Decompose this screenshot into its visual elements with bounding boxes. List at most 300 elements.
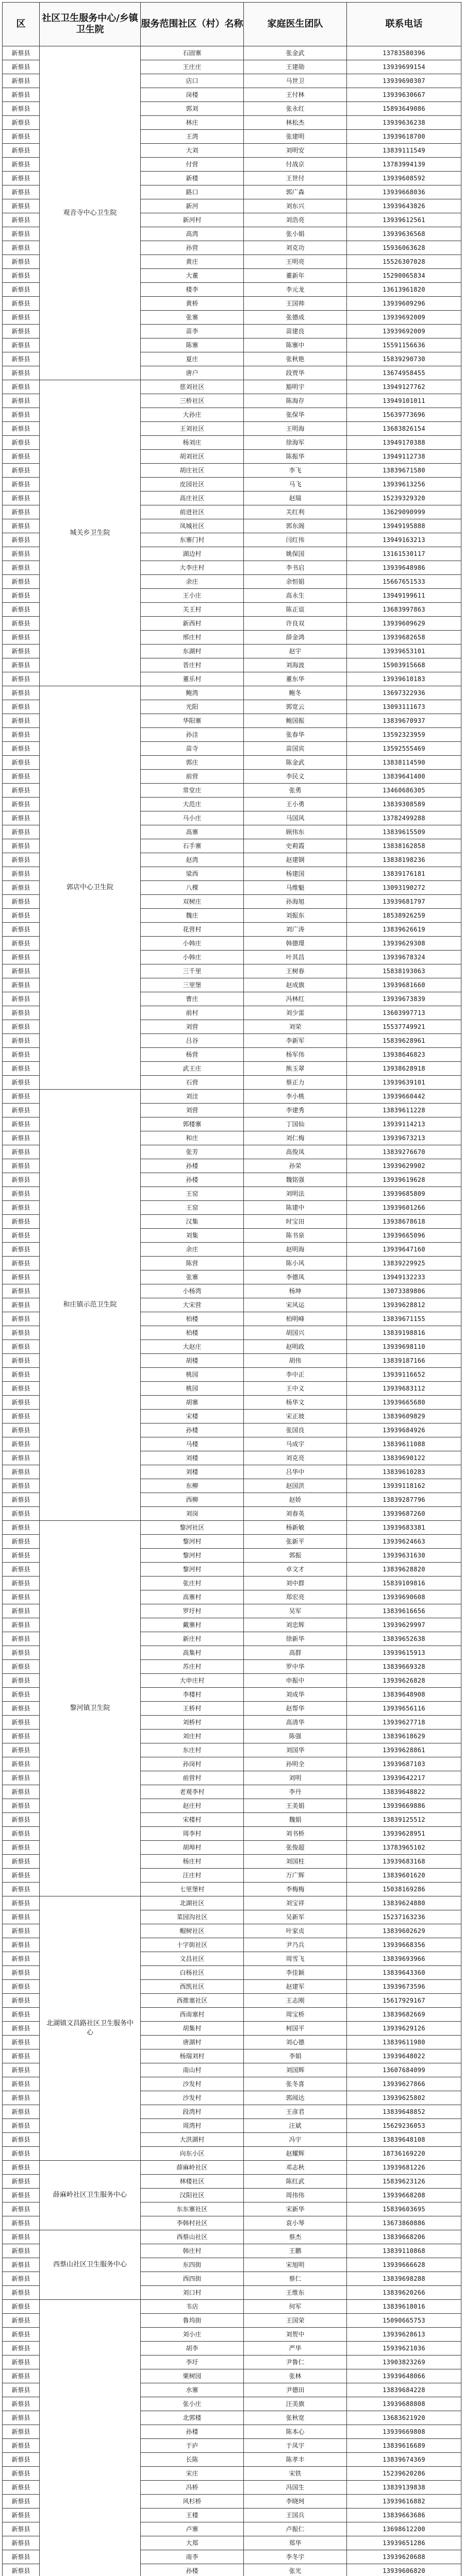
village-cell: 王桥村 (141, 1702, 244, 1716)
village-cell: 苗李 (141, 325, 244, 338)
region-cell: 新蔡县 (3, 2230, 40, 2244)
phone-cell: 13839648908 (347, 1688, 461, 1702)
phone-cell: 13592555469 (347, 742, 461, 756)
phone-cell: 15838193063 (347, 964, 461, 978)
doctor-cell: 魏铭强 (244, 1173, 347, 1187)
phone-cell: 13783994139 (347, 158, 461, 172)
phone-cell: 13613961820 (347, 283, 461, 297)
doctor-cell: 汪美旗 (244, 2397, 347, 2411)
village-cell: 大孙庄 (141, 408, 244, 422)
doctor-cell: 豁明宇 (244, 380, 347, 394)
region-cell: 新蔡县 (3, 366, 40, 380)
village-cell: 黎河社区 (141, 1521, 244, 1535)
village-cell: 郭庄 (141, 756, 244, 770)
region-cell: 新蔡县 (3, 1479, 40, 1493)
doctor-cell: 张德成 (244, 311, 347, 325)
village-cell: 西南塞村 (141, 2008, 244, 2022)
phone-cell: 13939118162 (347, 1479, 461, 1493)
village-cell: 张寨 (141, 311, 244, 325)
doctor-cell: 邓志秋 (244, 2161, 347, 2175)
phone-cell: 15591156636 (347, 338, 461, 352)
region-cell: 新蔡县 (3, 1938, 40, 1952)
village-cell: 王刘社区 (141, 422, 244, 436)
doctor-cell: 刘春英 (244, 1507, 347, 1521)
doctor-cell: 郑宏亮 (244, 1590, 347, 1604)
doctor-cell: 刘振东 (244, 909, 347, 923)
village-cell: 东柳 (141, 1479, 244, 1493)
region-cell: 新蔡县 (3, 2495, 40, 2509)
village-cell: 王窑 (141, 1201, 244, 1215)
village-cell: 刘洼 (141, 1090, 244, 1104)
village-cell: 东庄村 (141, 1743, 244, 1757)
phone-cell: 13673860886 (347, 2216, 461, 2230)
region-cell: 新蔡县 (3, 1827, 40, 1841)
phone-cell: 15839623126 (347, 2175, 461, 2189)
phone-cell: 13939668036 (347, 185, 461, 199)
village-cell: 周湾村 (141, 2119, 244, 2133)
phone-cell: 13939629126 (347, 2022, 461, 2036)
village-cell: 西柳 (141, 1493, 244, 1507)
region-cell: 新蔡县 (3, 1688, 40, 1702)
region-cell: 新蔡县 (3, 1924, 40, 1938)
phone-cell: 13939668208 (347, 2189, 461, 2202)
phone-cell: 13939682658 (347, 631, 461, 645)
village-cell: 大宋营 (141, 1298, 244, 1312)
doctor-cell: 陈正谊 (244, 603, 347, 617)
doctor-cell: 王国兵 (244, 2509, 347, 2522)
region-cell: 新蔡县 (3, 2314, 40, 2328)
region-cell: 新蔡县 (3, 923, 40, 937)
village-cell: 高寨 (141, 825, 244, 839)
doctor-cell: 马国风 (244, 811, 347, 825)
doctor-cell: 赵耀辉 (244, 2147, 347, 2161)
village-cell: 胡寨 (141, 1396, 244, 1410)
region-cell: 新蔡县 (3, 297, 40, 311)
phone-cell: 13838162858 (347, 839, 461, 853)
phone-cell: 13839198816 (347, 1326, 461, 1340)
region-cell: 新蔡县 (3, 1646, 40, 1660)
phone-cell: 15639773696 (347, 408, 461, 422)
phone-cell: 13939631630 (347, 1549, 461, 1563)
phone-cell: 13949132233 (347, 1270, 461, 1284)
phone-cell: 13939688808 (347, 2397, 461, 2411)
region-cell: 新蔡县 (3, 2467, 40, 2481)
village-cell: 魏庄 (141, 909, 244, 923)
region-cell: 新蔡县 (3, 742, 40, 756)
village-cell: 王庄庄 (141, 60, 244, 74)
phone-cell: 13839663686 (347, 2509, 461, 2522)
phone-cell: 15939621036 (347, 2342, 461, 2355)
region-cell: 新蔡县 (3, 1034, 40, 1048)
region-cell: 新蔡县 (3, 1549, 40, 1563)
region-cell: 新蔡县 (3, 227, 40, 241)
doctor-cell: 刘心德 (244, 2036, 347, 2049)
doctor-cell: 严华 (244, 2342, 347, 2355)
village-cell: 晋庄村 (141, 658, 244, 672)
village-cell: 孙楼 (141, 1173, 244, 1187)
doctor-cell: 林松杰 (244, 116, 347, 130)
doctor-cell: 王国帅 (244, 297, 347, 311)
doctor-cell: 刘荣 (244, 1020, 347, 1034)
doctor-cell: 王国荣 (244, 2314, 347, 2328)
region-cell: 新蔡县 (3, 199, 40, 213)
doctor-cell: 闫红伟 (244, 533, 347, 547)
phone-cell: 13839110868 (347, 2244, 461, 2258)
village-cell: 吕谷 (141, 1034, 244, 1048)
phone-cell: 13683997863 (347, 603, 461, 617)
region-cell: 新蔡县 (3, 2133, 40, 2147)
village-cell: 曹庄 (141, 992, 244, 1006)
doctor-cell: 冯国生 (244, 2481, 347, 2495)
doctor-cell: 马飞 (244, 478, 347, 492)
phone-cell: 13939699154 (347, 60, 461, 74)
region-cell: 新蔡县 (3, 492, 40, 505)
doctor-cell: 于凤宇 (244, 2439, 347, 2453)
phone-cell: 13938646823 (347, 1048, 461, 1062)
village-cell: 东四街 (141, 2258, 244, 2272)
region-cell: 新蔡县 (3, 2397, 40, 2411)
phone-cell: 13939643826 (347, 199, 461, 213)
village-cell: 戴寨村 (141, 1618, 244, 1632)
region-cell: 新蔡县 (3, 1757, 40, 1771)
phone-cell: 15903915668 (347, 658, 461, 672)
phone-cell: 13939660442 (347, 1090, 461, 1104)
region-cell: 新蔡县 (3, 547, 40, 561)
phone-cell: 13839641400 (347, 770, 461, 784)
village-cell: 长陈 (141, 2453, 244, 2467)
doctor-cell: 罗中华 (244, 1660, 347, 1674)
village-cell: 王窑 (141, 1187, 244, 1201)
phone-cell: 13939613256 (347, 478, 461, 492)
phone-cell: 13683826154 (347, 422, 461, 436)
phone-cell: 13939639101 (347, 1076, 461, 1090)
village-cell: 张寨 (141, 1270, 244, 1284)
region-cell: 新蔡县 (3, 1743, 40, 1757)
doctor-cell: 刘广涛 (244, 923, 347, 937)
region-cell: 新蔡县 (3, 617, 40, 631)
doctor-cell: 王明海 (244, 422, 347, 436)
phone-cell: 18538926259 (347, 909, 461, 923)
phone-cell: 13839698288 (347, 2272, 461, 2286)
phone-cell: 13839684228 (347, 2383, 461, 2397)
header-region: 区 (3, 3, 40, 46)
doctor-cell: 李丹 (244, 1785, 347, 1799)
village-cell: 双树庄 (141, 895, 244, 909)
phone-cell: 13939683381 (347, 1521, 461, 1535)
region-cell: 新蔡县 (3, 1104, 40, 1117)
phone-cell: 13939665680 (347, 1396, 461, 1410)
region-cell: 新蔡县 (3, 1382, 40, 1396)
village-cell: 薛麻岭社区 (141, 2161, 244, 2175)
doctor-cell: 申振中 (244, 1674, 347, 1688)
phone-cell: 13698612200 (347, 2522, 461, 2536)
doctor-cell: 王付林 (244, 88, 347, 102)
table-row (3, 380, 461, 394)
doctor-cell: 刘宝祥 (244, 1896, 347, 1910)
village-cell: 楼李 (141, 283, 244, 297)
phone-cell: 13839648108 (347, 2133, 461, 2147)
doctor-cell: 王世付 (244, 172, 347, 185)
village-cell: 桃园 (141, 1368, 244, 1382)
village-cell: 高集村 (141, 1646, 244, 1660)
doctor-cell: 叶其昌 (244, 951, 347, 964)
region-cell: 新蔡县 (3, 978, 40, 992)
region-cell: 新蔡县 (3, 2077, 40, 2091)
doctor-cell: 张俊超 (244, 1841, 347, 1855)
phone-cell: 13674958455 (347, 366, 461, 380)
village-cell: 沙发村 (141, 2091, 244, 2105)
doctor-cell: 时宝田 (244, 1215, 347, 1229)
region-cell: 新蔡县 (3, 2105, 40, 2119)
village-cell: 胡刘社区 (141, 450, 244, 464)
doctor-cell: 鲍国振 (244, 714, 347, 728)
village-cell: 李圩 (141, 2355, 244, 2369)
region-cell: 新蔡县 (3, 1451, 40, 1465)
village-cell: 刘楼 (141, 1465, 244, 1479)
region-cell: 新蔡县 (3, 1771, 40, 1785)
phone-cell: 13939681797 (347, 895, 461, 909)
village-cell: 黎河村 (141, 1563, 244, 1577)
phone-cell: 13629090999 (347, 505, 461, 519)
phone-cell: 13093190272 (347, 881, 461, 895)
region-cell: 新蔡县 (3, 2049, 40, 2063)
phone-cell: 13839652638 (347, 1632, 461, 1646)
village-cell: 十字街社区 (141, 1938, 244, 1952)
doctor-cell: 吕华中 (244, 1465, 347, 1479)
phone-cell: 15839603695 (347, 2202, 461, 2216)
doctor-cell: 陈寨中 (244, 338, 347, 352)
village-cell: 八棵 (141, 881, 244, 895)
village-cell: 前营村 (141, 1771, 244, 1785)
village-cell: 三桥社区 (141, 394, 244, 408)
village-cell: 杨瑞刘村 (141, 2049, 244, 2063)
region-cell: 新蔡县 (3, 951, 40, 964)
phone-cell: 13939620688 (347, 2550, 461, 2564)
region-cell: 新蔡县 (3, 394, 40, 408)
doctor-cell: 刘克亮 (244, 1451, 347, 1465)
doctor-cell: 赵建钢 (244, 853, 347, 867)
doctor-cell: 李飞 (244, 464, 347, 478)
region-cell: 新蔡县 (3, 1535, 40, 1549)
village-cell: 于庐 (141, 2439, 244, 2453)
village-cell: 大申庄村 (141, 1674, 244, 1688)
doctor-cell: 刘贺中 (244, 2328, 347, 2342)
region-cell: 新蔡县 (3, 728, 40, 742)
region-cell: 新蔡县 (3, 1270, 40, 1284)
village-cell: 东湖村 (141, 645, 244, 658)
doctor-cell: 李小桃 (244, 1090, 347, 1104)
doctor-cell: 张秋宽 (244, 2411, 347, 2425)
phone-cell: 13839229925 (347, 1257, 461, 1270)
doctor-cell: 周宝桥 (244, 2008, 347, 2022)
region-cell: 新蔡县 (3, 1604, 40, 1618)
region-cell: 新蔡县 (3, 505, 40, 519)
doctor-cell: 刘仁梅 (244, 1131, 347, 1145)
doctor-cell: 孙荣 (244, 1159, 347, 1173)
region-cell: 新蔡县 (3, 408, 40, 422)
region-cell: 新蔡县 (3, 1006, 40, 1020)
region-cell: 新蔡县 (3, 992, 40, 1006)
doctor-cell: 郭宽云 (244, 700, 347, 714)
phone-cell: 13939629308 (347, 937, 461, 951)
region-cell: 新蔡县 (3, 1618, 40, 1632)
village-cell: 张庄村 (141, 1577, 244, 1590)
village-cell: 郭刘 (141, 102, 244, 116)
region-cell: 新蔡县 (3, 74, 40, 88)
phone-cell: 13839616656 (347, 1604, 461, 1618)
phone-cell: 13592323959 (347, 728, 461, 742)
phone-cell: 13839628820 (347, 1563, 461, 1577)
table-row (3, 2300, 461, 2314)
region-cell: 新蔡县 (3, 839, 40, 853)
village-cell: 文昌社区 (141, 1952, 244, 1966)
village-cell: 鲍湾 (141, 686, 244, 700)
phone-cell: 15526307028 (347, 255, 461, 269)
region-cell: 新蔡县 (3, 1312, 40, 1326)
village-cell: 宋楼村 (141, 1813, 244, 1827)
doctor-cell: 王志刚 (244, 1994, 347, 2008)
doctor-cell: 郭闻达 (244, 2091, 347, 2105)
header-doctor-team: 家庭医生团队 (244, 3, 347, 46)
doctor-cell: 高永生 (244, 589, 347, 603)
village-cell: 唐户 (141, 366, 244, 380)
village-cell: 夏庄 (141, 352, 244, 366)
phone-cell: 13839670937 (347, 714, 461, 728)
doctor-cell: 张国良 (244, 1423, 347, 1437)
table-body (3, 46, 461, 2576)
village-cell: 西蔡山社区 (141, 2230, 244, 2244)
doctor-cell: 李德凤 (244, 1270, 347, 1284)
doctor-cell: 李冬宇 (244, 2550, 347, 2564)
doctor-cell: 张小娟 (244, 227, 347, 241)
region-cell: 新蔡县 (3, 1090, 40, 1104)
health-center-cell: 郭店中心卫生院 (40, 686, 141, 1090)
doctor-cell: 卢振仁 (244, 2522, 347, 2536)
region-cell: 新蔡县 (3, 325, 40, 338)
region-cell: 新蔡县 (3, 436, 40, 450)
village-cell: 武王庄 (141, 1062, 244, 1076)
phone-cell: 15839109816 (347, 1577, 461, 1590)
region-cell: 新蔡县 (3, 1799, 40, 1813)
village-cell: 梁西 (141, 867, 244, 881)
doctor-cell: 陈金武 (244, 756, 347, 770)
village-cell: 新河村 (141, 213, 244, 227)
doctor-cell: 冯林红 (244, 992, 347, 1006)
region-cell: 新蔡县 (3, 380, 40, 394)
doctor-cell: 刘东兴 (244, 199, 347, 213)
region-cell: 新蔡县 (3, 2355, 40, 2369)
village-cell: 冯桥 (141, 2481, 244, 2495)
doctor-cell: 李晓珂 (244, 2495, 347, 2509)
village-cell: 孙楼 (141, 1423, 244, 1437)
phone-cell: 13938678618 (347, 1215, 461, 1229)
doctor-cell: 丁国仙 (244, 1117, 347, 1131)
phone-cell: 13949163213 (347, 533, 461, 547)
region-cell: 新蔡县 (3, 1785, 40, 1799)
phone-cell: 13839601620 (347, 1869, 461, 1883)
region-cell: 新蔡县 (3, 2439, 40, 2453)
region-cell: 新蔡县 (3, 172, 40, 185)
doctor-cell: 付战京 (244, 158, 347, 172)
doctor-cell: 高群 (244, 1646, 347, 1660)
doctor-cell: 徐海军 (244, 436, 347, 450)
phone-cell: 13839671155 (347, 1312, 461, 1326)
doctor-cell: 赵帮华 (244, 1702, 347, 1716)
phone-cell: 13939629902 (347, 1159, 461, 1173)
region-cell: 新蔡县 (3, 46, 40, 60)
region-cell: 新蔡县 (3, 909, 40, 923)
region-cell: 新蔡县 (3, 1215, 40, 1229)
village-cell: 刘桥村 (141, 1716, 244, 1730)
doctor-cell: 王树春 (244, 964, 347, 978)
region-cell: 新蔡县 (3, 1730, 40, 1743)
phone-cell: 13839648822 (347, 1785, 461, 1799)
region-cell: 新蔡县 (3, 1910, 40, 1924)
region-cell: 新蔡县 (3, 1702, 40, 1716)
phone-cell: 13939630667 (347, 88, 461, 102)
region-cell: 新蔡县 (3, 2342, 40, 2355)
village-cell: 刘楼 (141, 1451, 244, 1465)
doctor-cell: 杨新敏 (244, 1521, 347, 1535)
region-cell: 新蔡县 (3, 185, 40, 199)
village-cell: 郭楼寨 (141, 1117, 244, 1131)
village-cell: 韩庄村 (141, 2244, 244, 2258)
phone-cell: 13939618700 (347, 130, 461, 144)
village-cell: 大董 (141, 269, 244, 283)
region-cell: 新蔡县 (3, 1284, 40, 1298)
phone-cell: 13783965102 (347, 1841, 461, 1855)
phone-cell: 13839609829 (347, 1410, 461, 1423)
village-cell: 宋楼 (141, 1410, 244, 1423)
phone-cell: 13839287796 (347, 1493, 461, 1507)
village-cell: 西凯社区 (141, 1980, 244, 1994)
phone-cell: 13939601266 (347, 1201, 461, 1215)
village-cell: 前村 (141, 1006, 244, 1020)
phone-cell: 13839615509 (347, 825, 461, 839)
doctor-cell: 万广辉 (244, 1869, 347, 1883)
village-cell: 马楼 (141, 1437, 244, 1451)
doctor-cell: 李民义 (244, 770, 347, 784)
village-cell: 杨营 (141, 1048, 244, 1062)
doctor-cell: 董东华 (244, 672, 347, 686)
village-cell: 王湾 (141, 130, 244, 144)
phone-cell: 13839671580 (347, 464, 461, 478)
village-cell: 沙发村 (141, 2077, 244, 2091)
doctor-cell: 赵明海 (244, 1243, 347, 1257)
village-cell: 罗圩村 (141, 1604, 244, 1618)
doctor-cell: 关红利 (244, 505, 347, 519)
village-cell: 段湾村 (141, 2105, 244, 2119)
health-center-cell: 城关乡卫生院 (40, 380, 141, 686)
village-cell: 东东寨社区 (141, 2202, 244, 2216)
village-cell: 新楼 (141, 172, 244, 185)
region-cell: 新蔡县 (3, 2453, 40, 2467)
doctor-cell: 冯宇 (244, 2133, 347, 2147)
doctor-cell: 赵明政 (244, 1340, 347, 1354)
phone-cell: 15839290730 (347, 352, 461, 366)
doctor-cell: 张建明 (244, 130, 347, 144)
phone-cell: 18736169220 (347, 2147, 461, 2161)
doctor-cell: 孙明全 (244, 1757, 347, 1771)
region-cell: 新蔡县 (3, 1326, 40, 1340)
phone-cell: 13939114213 (347, 1117, 461, 1131)
village-cell: 新河 (141, 199, 244, 213)
region-cell: 新蔡县 (3, 478, 40, 492)
village-cell: 花营村 (141, 923, 244, 937)
region-cell: 新蔡县 (3, 881, 40, 895)
doctor-cell: 苗建良 (244, 325, 347, 338)
doctor-cell: 王中义 (244, 1382, 347, 1396)
